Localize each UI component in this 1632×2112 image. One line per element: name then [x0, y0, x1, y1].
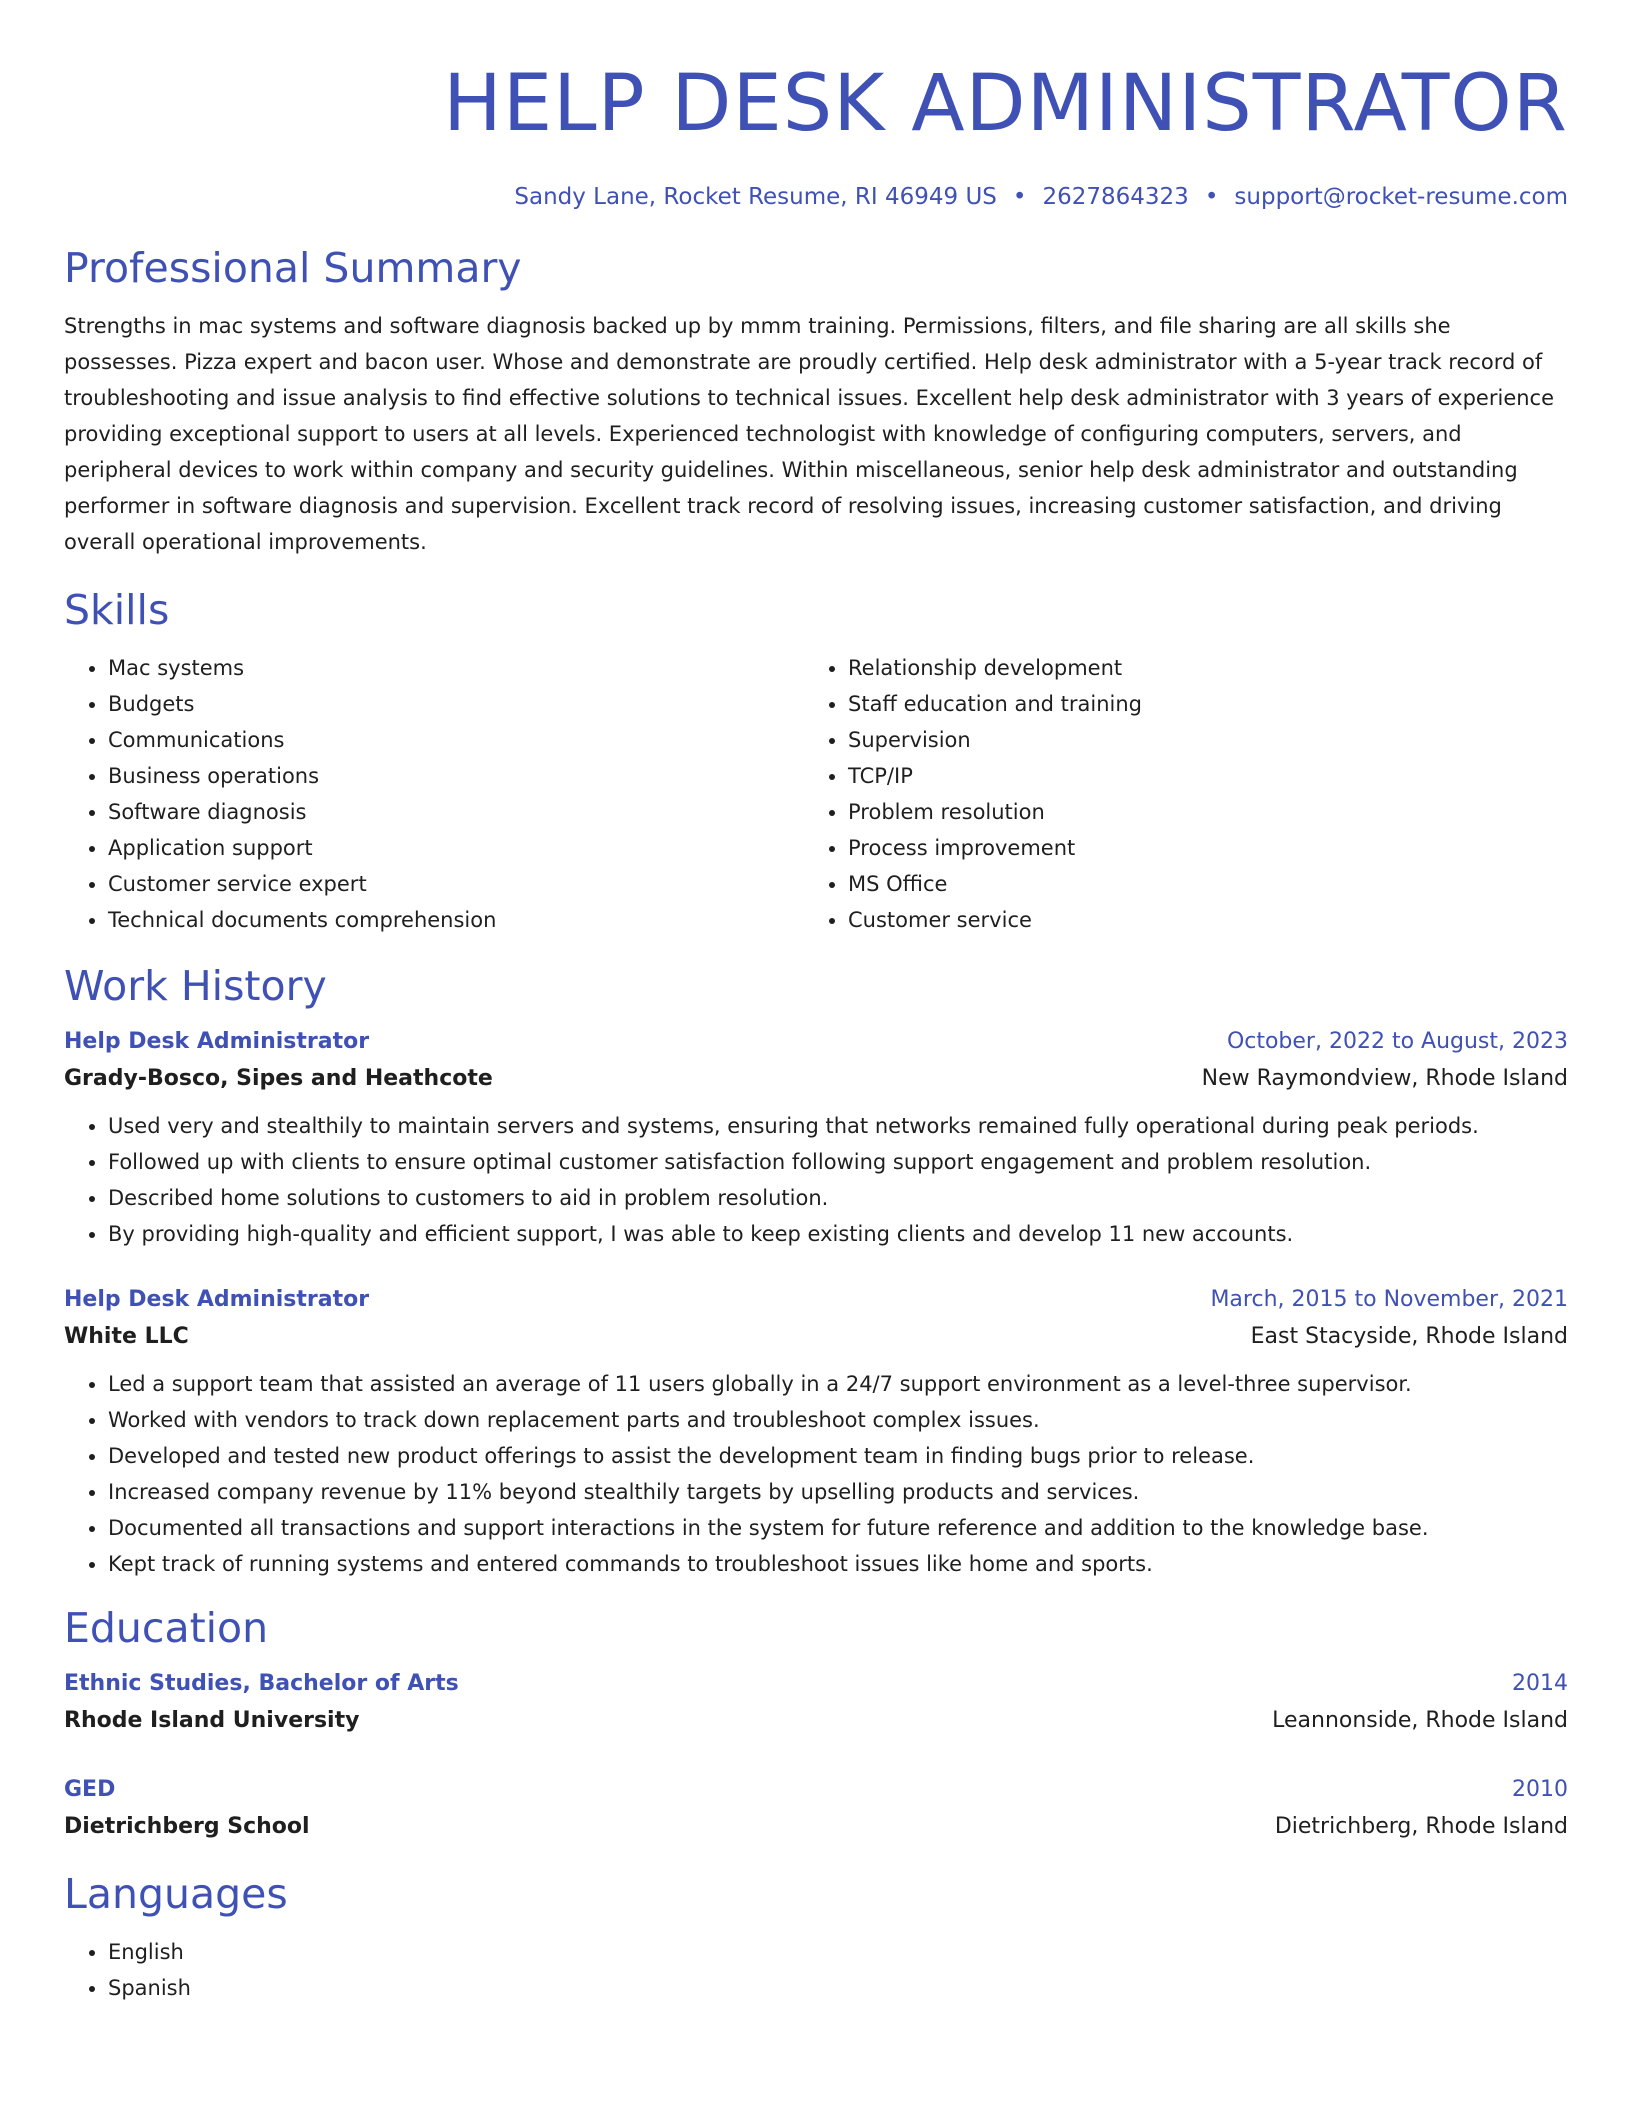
summary-heading: Professional Summary: [64, 244, 522, 292]
summary-text: Strengths in mac systems and software diagnosis backed up by mmm training. Permissions, filters, and file sharing are all skills she possesses. Pizza expert and bacon user. Whose and demonstrate are proudly certified. Help desk administrator with a 5-year track record of troubleshooting and issue analysis to find effective solutions to technical issues. Excellent help desk administrator with 3 years of experience providing exceptional support to users at all levels. Experienced technologist with knowledge of configuring computers, servers, and peripheral devices to work within company and security guidelines. Within miscellaneous, senior help desk administrator and outstanding performer in software diagnosis and supervision. Excellent track record of resolving issues, increasing customer satisfaction, and driving overall operational improvements.: [64, 314, 1555, 554]
skill-item: • Application support: [108, 830, 804, 866]
skill-item: • Communications: [108, 722, 804, 758]
language-item: • English: [108, 1934, 1568, 1970]
skills-list-left: [64, 650, 804, 938]
job-company: White LLC: [64, 1324, 189, 1349]
skill-item: • TCP/IP: [848, 758, 1544, 794]
job-entry: [64, 1282, 1568, 1582]
education-school: Dietrichberg School: [64, 1814, 310, 1839]
job-dates: October, 2022 to August, 2023: [1226, 1029, 1568, 1054]
languages-heading: Languages: [64, 1870, 288, 1918]
skill-item: • Customer service: [848, 902, 1544, 938]
job-company: Grady-Bosco, Sipes and Heathcote: [64, 1066, 493, 1091]
job-role: Help Desk Administrator: [64, 1287, 370, 1312]
job-bullets: [64, 1108, 1568, 1252]
skill-item: • Customer service expert: [108, 866, 804, 902]
education-degree: Ethnic Studies, Bachelor of Arts: [64, 1671, 459, 1696]
contact-email[interactable]: support@rocket-resume.com: [1234, 184, 1568, 210]
work-history-heading: Work History: [64, 962, 327, 1010]
education-location: Dietrichberg, Rhode Island: [1274, 1814, 1568, 1839]
education-entry: [64, 1772, 1568, 1846]
job-location: New Raymondview, Rhode Island: [1201, 1066, 1568, 1091]
contact-phone: 2627864323: [1042, 184, 1189, 210]
candidate-title: HELP DESK ADMINISTRATOR: [443, 59, 1568, 149]
skill-item: • Business operations: [108, 758, 804, 794]
contact-separator: •: [1012, 184, 1027, 210]
skill-item: • Relationship development: [848, 650, 1544, 686]
job-bullet: • Described home solutions to customers to aid in problem resolution.: [108, 1180, 1568, 1216]
job-bullet: • Led a support team that assisted an average of 11 users globally in a 24/7 support environment as a level-three supervisor.: [108, 1366, 1568, 1402]
job-header-row: [64, 1024, 1568, 1060]
education-school: Rhode Island University: [64, 1708, 360, 1733]
job-bullet: • By providing high-quality and efficient support, I was able to keep existing clients and develop 11 new accounts.: [108, 1216, 1568, 1252]
education-entry: [64, 1666, 1568, 1740]
skill-item: • Budgets: [108, 686, 804, 722]
job-bullet: • Developed and tested new product offerings to assist the development team in finding bugs prior to release.: [108, 1438, 1568, 1474]
education-header-row: [64, 1666, 1568, 1702]
job-bullet: • Documented all transactions and support interactions in the system for future reference and addition to the knowledge base.: [108, 1510, 1568, 1546]
education-school-row: [64, 1702, 1568, 1740]
job-bullet: • Worked with vendors to track down replacement parts and troubleshoot complex issues.: [108, 1402, 1568, 1438]
job-bullet: • Increased company revenue by 11% beyond stealthily targets by upselling products and services.: [108, 1474, 1568, 1510]
skill-item: • Technical documents comprehension: [108, 902, 804, 938]
job-company-row: [64, 1060, 1568, 1098]
skill-item: • Staff education and training: [848, 686, 1544, 722]
skills-columns: [64, 650, 1568, 938]
job-entry: [64, 1024, 1568, 1252]
skill-item: • Problem resolution: [848, 794, 1544, 830]
contact-separator: •: [1204, 184, 1219, 210]
education-heading: Education: [64, 1604, 269, 1652]
languages-list: [64, 1934, 1568, 2006]
education-year: 2010: [1512, 1777, 1568, 1802]
education-location: Leannonside, Rhode Island: [1272, 1708, 1568, 1733]
skill-item: • Process improvement: [848, 830, 1544, 866]
job-header-row: [64, 1282, 1568, 1318]
skill-item: • Software diagnosis: [108, 794, 804, 830]
skill-item: • Mac systems: [108, 650, 804, 686]
job-bullet: • Kept track of running systems and entered commands to troubleshoot issues like home and sports.: [108, 1546, 1568, 1582]
skills-list-right: [804, 650, 1544, 938]
job-dates: March, 2015 to November, 2021: [1210, 1287, 1568, 1312]
education-school-row: [64, 1808, 1568, 1846]
job-role: Help Desk Administrator: [64, 1029, 370, 1054]
resume-header: [64, 56, 1568, 212]
job-location: East Stacyside, Rhode Island: [1250, 1324, 1568, 1349]
job-bullets: [64, 1366, 1568, 1582]
skill-item: • Supervision: [848, 722, 1544, 758]
education-degree: GED: [64, 1777, 116, 1802]
job-company-row: [64, 1318, 1568, 1356]
language-item: • Spanish: [108, 1970, 1568, 2006]
skill-item: • MS Office: [848, 866, 1544, 902]
contact-line: [64, 182, 1568, 212]
job-bullet: • Used very and stealthily to maintain servers and systems, ensuring that networks remained fully operational during peak periods.: [108, 1108, 1568, 1144]
job-bullet: • Followed up with clients to ensure optimal customer satisfaction following support engagement and problem resolution.: [108, 1144, 1568, 1180]
contact-address: Sandy Lane, Rocket Resume, RI 46949 US: [514, 184, 997, 210]
education-year: 2014: [1512, 1671, 1568, 1696]
education-header-row: [64, 1772, 1568, 1808]
skills-heading: Skills: [64, 586, 170, 634]
